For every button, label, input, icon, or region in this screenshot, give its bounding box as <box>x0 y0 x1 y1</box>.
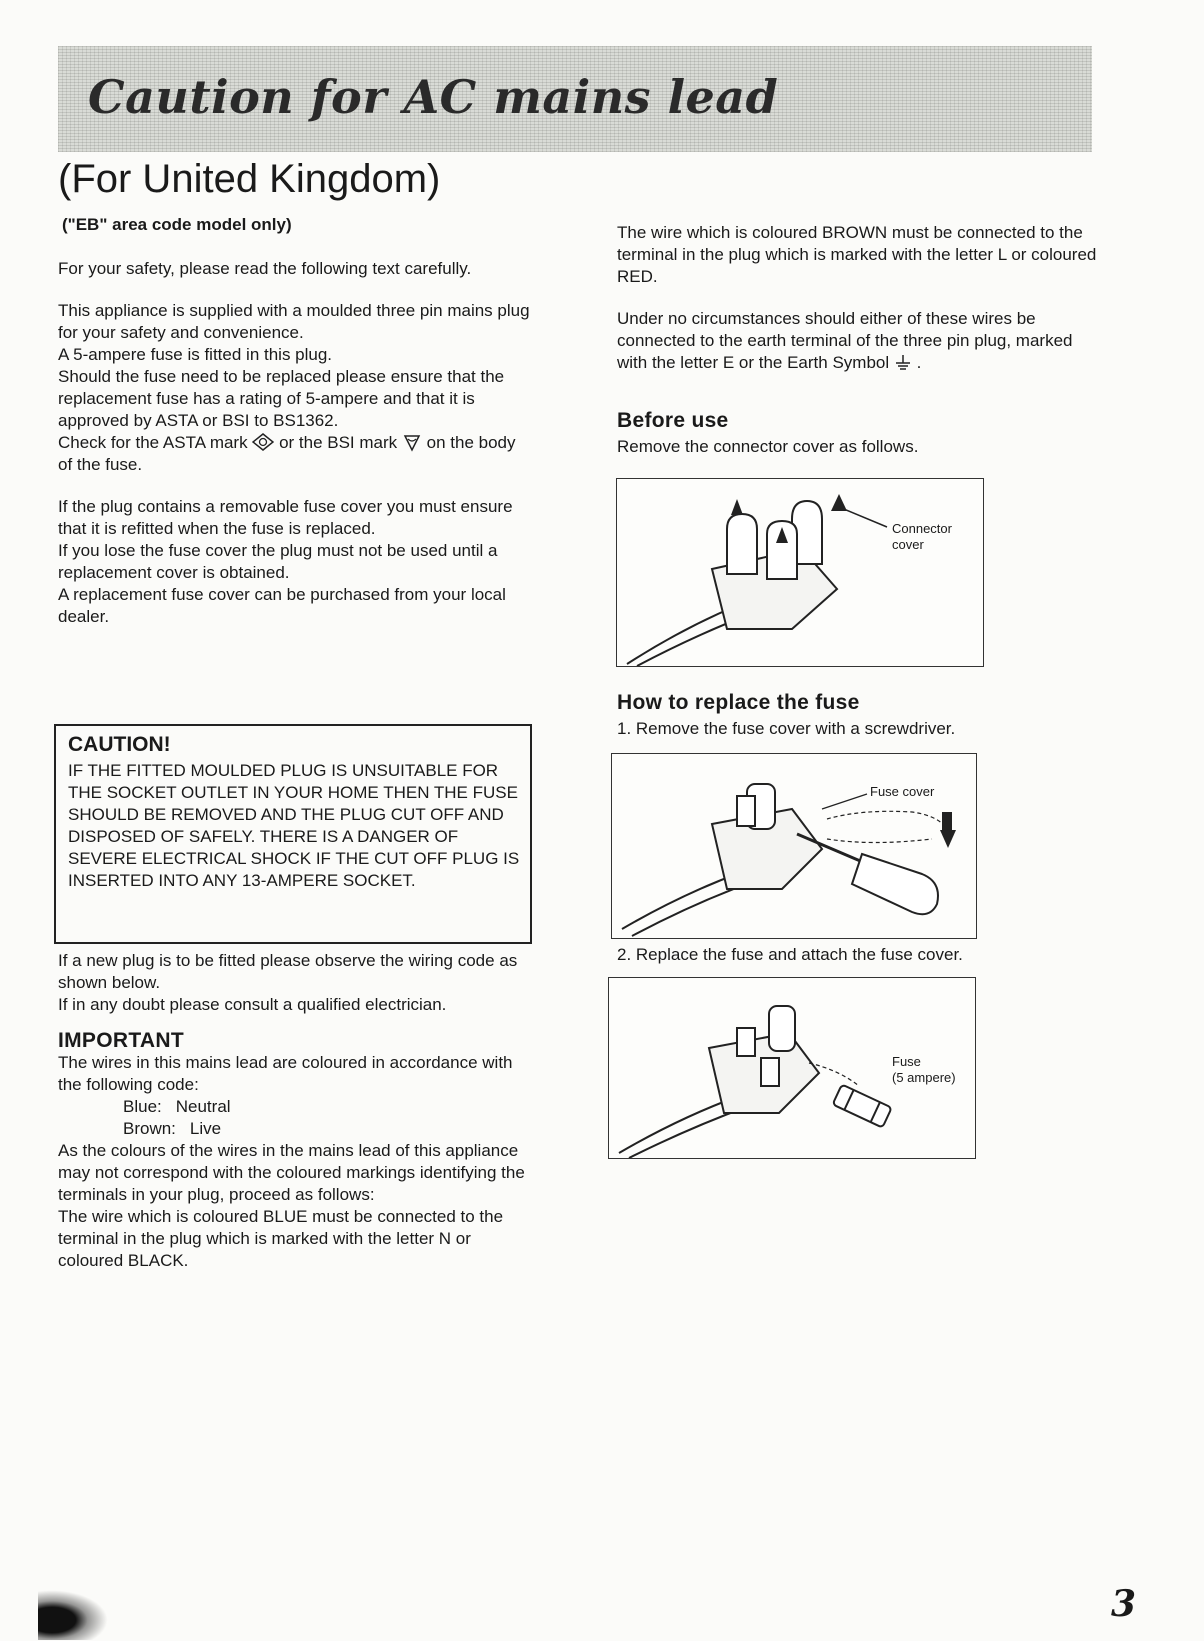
page-title: Caution for AC mains lead <box>88 70 779 124</box>
fuse-body-text: on the body of the fuse. <box>58 433 516 474</box>
right-column-intro <box>617 222 1097 374</box>
asta-mark-icon <box>252 433 274 451</box>
replace-fuse-section <box>617 692 1097 740</box>
fuse-cover-lost-note: If you lose the fuse cover the plug must not be used until a replacement cover is obtained. <box>58 541 498 582</box>
fuse-fitted-note: A 5-ampere fuse is fitted in this plug. <box>58 345 333 364</box>
fuse-cover-figure <box>611 753 977 939</box>
page-number: 3 <box>1110 1583 1136 1625</box>
connector-label: Connector cover <box>892 521 952 552</box>
bsi-text: or the BSI mark <box>279 433 398 452</box>
left-column-lower <box>58 950 533 1272</box>
fuse-label: Fuse (5 ampere) <box>892 1054 956 1085</box>
fuse-cover-purchase-note: A replacement fuse cover can be purchased from your local dealer. <box>58 585 506 626</box>
plug-description: This appliance is supplied with a moulded three pin mains plug for your safety and convenience. <box>58 301 530 342</box>
area-code-note: ("EB" area code model only) <box>62 215 292 234</box>
title-banner <box>58 46 1092 152</box>
fuse-cover-refit-note: If the plug contains a removable fuse cover you must ensure that it is refitted when the fuse is replaced. <box>58 497 513 538</box>
plug-connector-illustration <box>617 479 983 666</box>
safety-intro: For your safety, please read the following text carefully. <box>58 259 472 278</box>
caution-text: IF THE FITTED MOULDED PLUG IS UNSUITABLE FOR THE SOCKET OUTLET IN YOUR HOME THEN THE FUSE SHOULD BE REMOVED AND THE PLUG CUT OFF AND DISPOSED OF SAFELY. THERE IS A DANGER OF SEVERE ELECTRICAL SHOCK IF THE CUT OFF PLUG IS INSERTED INTO ANY 13-AMPERE SOCKET. <box>68 761 520 890</box>
colour-code-list <box>58 1096 533 1140</box>
scan-artifact <box>38 1590 108 1640</box>
before-use-heading: Before use <box>617 409 729 432</box>
screwdriver-illustration <box>612 754 976 938</box>
electrician-note: If in any doubt please consult a qualified electrician. <box>58 995 447 1014</box>
colour-code-blue: Blue: Neutral <box>123 1097 231 1116</box>
earth-warning: Under no circumstances should either of these wires be connected to the earth terminal of the three pin plug, marked with the letter E or the Earth Symbol . <box>617 309 1073 372</box>
earth-symbol-icon <box>894 354 912 372</box>
bsi-kitemark-icon <box>402 432 422 452</box>
fuse-rating-note: Should the fuse need to be replaced please ensure that the replacement fuse has a rating of 5-ampere and that it is approved by ASTA or BSI to BS1362. <box>58 367 505 430</box>
colour-mismatch-note: As the colours of the wires in the mains lead of this appliance may not correspond with the coloured markings identifying the terminals in your plug, proceed as follows: <box>58 1141 525 1204</box>
important-heading: IMPORTANT <box>58 1029 184 1052</box>
fuse-marks-note <box>58 432 533 476</box>
replace-fuse-heading: How to replace the fuse <box>617 691 860 714</box>
caution-box <box>54 724 532 944</box>
before-use-text: Remove the connector cover as follows. <box>617 437 919 456</box>
fuse-cover-label: Fuse cover <box>870 784 935 799</box>
blue-wire-note: The wire which is coloured BLUE must be connected to the terminal in the plug which is marked with the letter N or coloured BLACK. <box>58 1207 504 1270</box>
asta-text: Check for the ASTA mark <box>58 433 248 452</box>
step-2-section <box>617 944 1097 966</box>
step-1: 1. Remove the fuse cover with a screwdriver. <box>617 719 956 738</box>
fuse-figure <box>608 977 976 1159</box>
colour-code-brown: Brown: Live <box>123 1119 222 1138</box>
region-heading: (For United Kingdom) <box>58 157 441 201</box>
wire-colour-intro: The wires in this mains lead are coloured in accordance with the following code: <box>58 1053 513 1094</box>
before-use-section <box>617 410 1097 458</box>
connector-cover-figure <box>616 478 984 667</box>
wiring-code-note: If a new plug is to be fitted please observe the wiring code as shown below. <box>58 951 518 992</box>
step-2: 2. Replace the fuse and attach the fuse cover. <box>617 945 963 964</box>
brown-wire-note: The wire which is coloured BROWN must be connected to the terminal in the plug which is marked with the letter L or coloured RED. <box>617 223 1097 286</box>
left-column-intro <box>58 258 533 628</box>
caution-title: CAUTION! <box>68 733 171 756</box>
